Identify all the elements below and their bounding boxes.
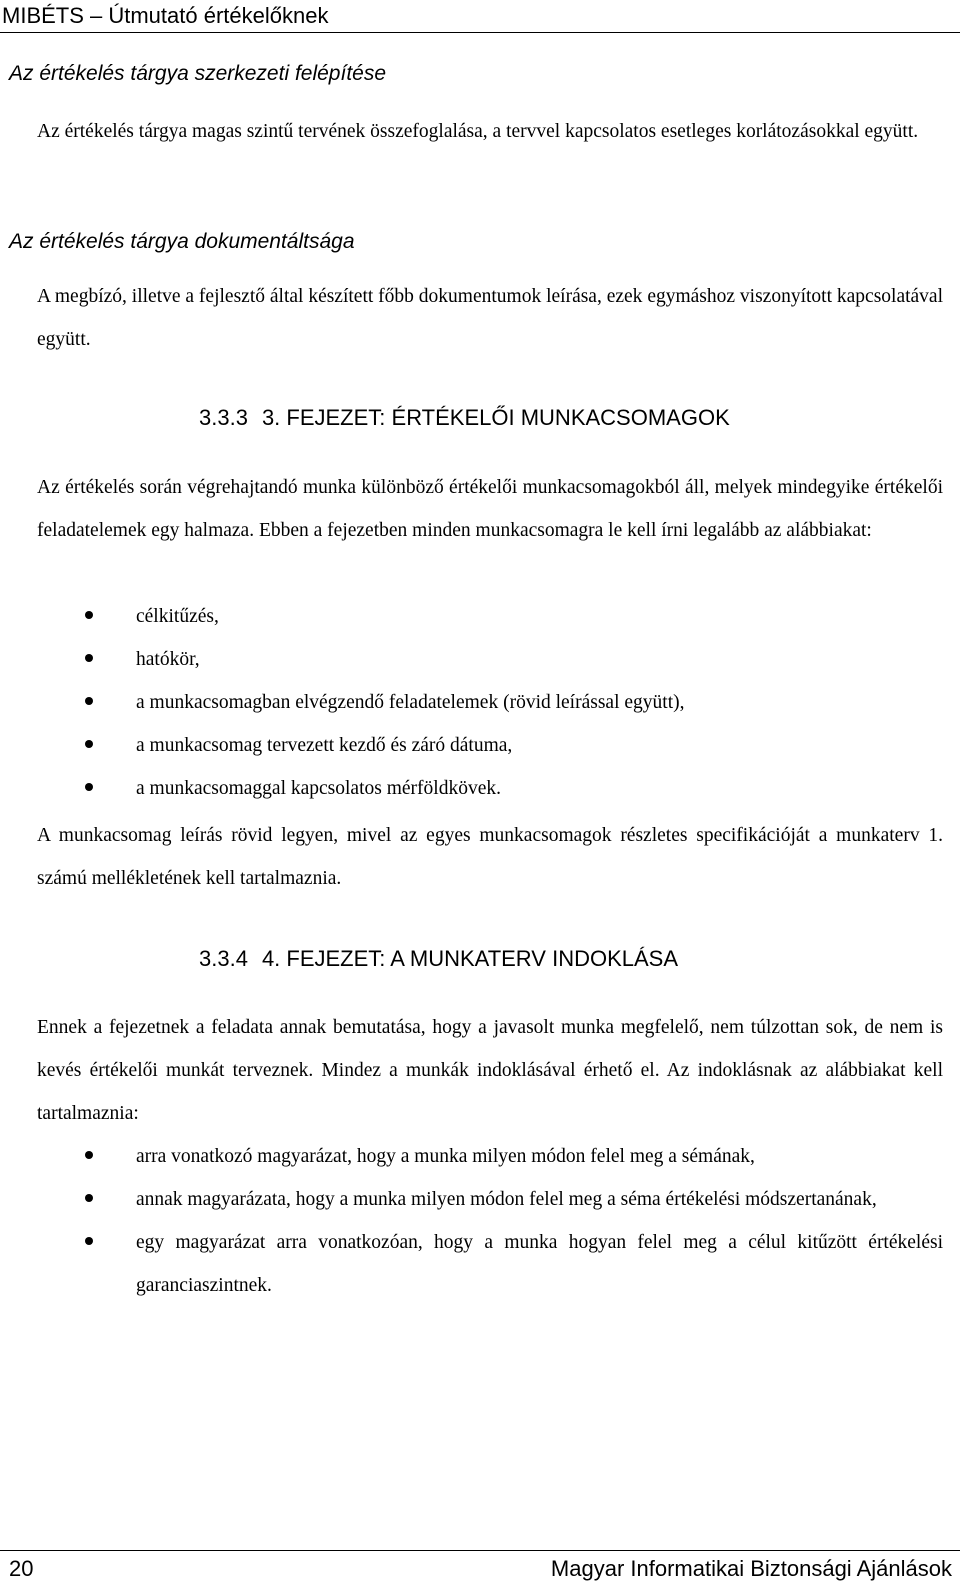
paragraph-structure: Az értékelés tárgya magas szintű tervének összefoglalása, a tervvel kapcsolatos esetleges korlátozásokkal együtt. [37,121,919,142]
footer-title: Magyar Informatikai Biztonsági Ajánlások [550,1556,952,1581]
list-item: a munkacsomagban elvégzendő feladatelemek (rövid leírással együtt), [37,681,943,724]
bullet-icon [85,1194,93,1202]
list-item: arra vonatkozó magyarázat, hogy a munka milyen módon felel meg a sémának, [37,1135,943,1178]
paragraph-chapter-3-intro: Az értékelés során végrehajtandó munka különböző értékelői munkacsomagokból áll, melyek mindegyike értékelői feladatelemek egy halmaza. Ebben a fejezetben minden munkacsomagra le kell írni legalább az alábbiakat: [37,477,943,541]
list-item: a munkacsomaggal kapcsolatos mérföldkövek. [37,767,943,810]
page-footer [0,1550,960,1588]
bullet-icon [85,697,93,705]
section-title: 4. FEJEZET: A MUNKATERV INDOKLÁSA [261,946,679,971]
heading-documentation: Az értékelés tárgya dokumentáltsága [9,230,355,253]
bullet-list-chapter-3 [37,595,943,810]
bullet-icon [85,1237,93,1245]
list-item: célkitűzés, [37,595,943,638]
page-number: 20 [9,1556,34,1581]
section-heading-chapter-3 [199,403,730,433]
heading-structure: Az értékelés tárgya szerkezeti felépítése [9,62,387,85]
page-header [0,0,960,33]
list-item: hatókör, [37,638,943,681]
section-number: 3.3.4 [199,946,248,971]
section-number: 3.3.3 [199,405,248,430]
section-title: 3. FEJEZET: ÉRTÉKELŐI MUNKACSOMAGOK [261,405,730,430]
list-item: annak magyarázata, hogy a munka milyen módon felel meg a séma értékelési módszertanának, [37,1178,943,1221]
document-title: MIBÉTS – Útmutató értékelőknek [2,3,329,28]
bullet-icon [85,654,93,662]
paragraph-documentation: A megbízó, illetve a fejlesztő által készített főbb dokumentumok leírása, ezek egymáshoz viszonyított kapcsolatával együtt. [37,286,943,350]
paragraph-chapter-4-intro: Ennek a fejezetnek a feladata annak bemutatása, hogy a javasolt munka megfelelő, nem túlzottan sok, de nem is kevés értékelői munkát terveznek. Mindez a munkák indoklásával érhető el. Az indoklásnak az alábbiakat kell tartalmaznia: [37,1017,943,1124]
list-item: egy magyarázat arra vonatkozóan, hogy a munka hogyan felel meg a célul kitűzött értékelési garanciaszintnek. [37,1221,943,1307]
bullet-icon [85,740,93,748]
list-item: a munkacsomag tervezett kezdő és záró dátuma, [37,724,943,767]
section-heading-chapter-4 [199,944,678,974]
paragraph-chapter-3-closing: A munkacsomag leírás rövid legyen, mivel az egyes munkacsomagok részletes specifikációját a munkaterv 1. számú mellékletének kell tartalmaznia. [37,825,943,889]
bullet-icon [85,611,93,619]
bullet-icon [85,1151,93,1159]
bullet-icon [85,783,93,791]
bullet-list-chapter-4 [37,1135,943,1307]
